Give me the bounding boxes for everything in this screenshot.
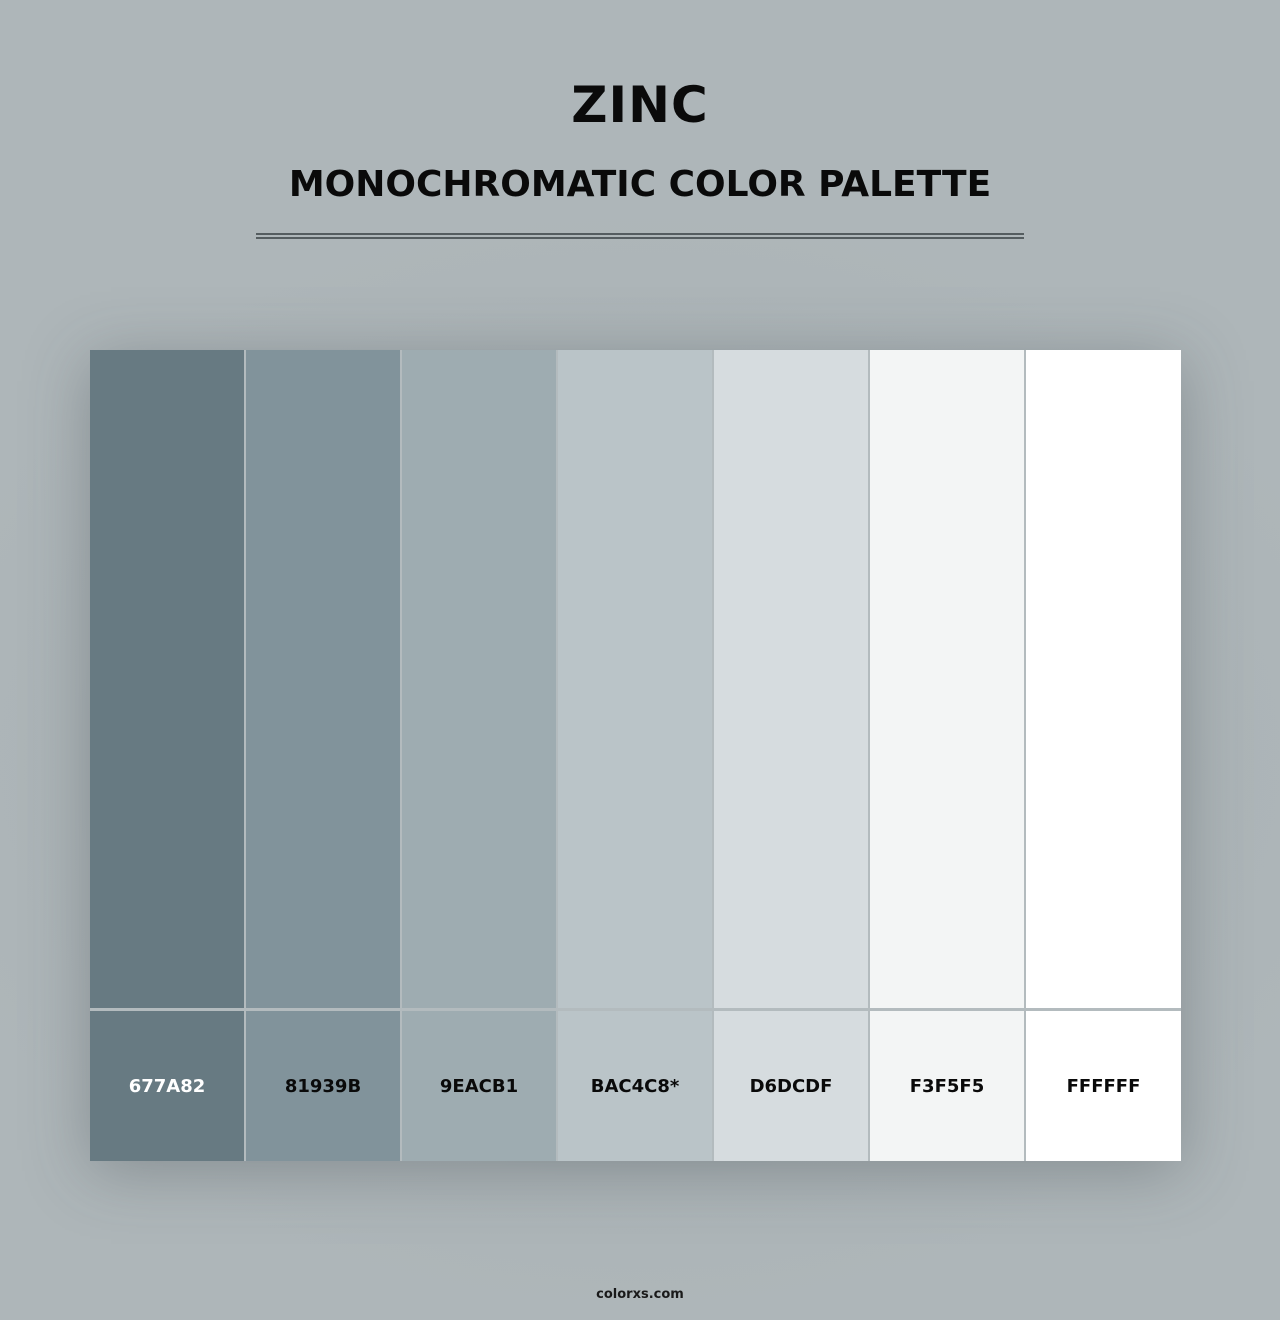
column-divider [1024,350,1026,1161]
column-divider [400,350,402,1161]
swatch-1-hex-code: 677A82 [128,1075,206,1097]
swatch-7-color-block [1026,350,1181,1008]
swatch-4-hex-code: BAC4C8* [590,1075,680,1097]
column-divider [868,350,870,1161]
site-credit[interactable]: colorxs.com [596,1287,684,1302]
swatch-6-hex-code: F3F5F5 [909,1075,985,1097]
swatch-2-color-block [246,350,400,1008]
swatch-6-label-block [870,1011,1024,1161]
swatch-3[interactable] [402,350,556,1161]
swatch-1-label-block [90,1011,244,1161]
title-divider [256,233,1024,239]
swatch-2-label-block [246,1011,400,1161]
column-divider [556,350,558,1161]
swatch-2[interactable] [246,350,400,1161]
palette-title: ZINC [571,76,709,134]
swatch-3-hex-code: 9EACB1 [439,1075,519,1097]
swatch-6[interactable] [870,350,1024,1161]
swatch-2-hex-code: 81939B [284,1075,362,1097]
column-divider [712,350,714,1161]
swatch-4-color-block [558,350,712,1008]
swatch-5[interactable] [714,350,868,1161]
swatch-3-label-block [402,1011,556,1161]
swatch-6-color-block [870,350,1024,1008]
swatch-5-hex-code: D6DCDF [749,1075,833,1097]
column-divider [244,350,246,1161]
swatch-7[interactable] [1026,350,1181,1161]
palette-subtitle: MONOCHROMATIC COLOR PALETTE [288,164,992,205]
swatch-3-color-block [402,350,556,1008]
swatch-5-label-block [714,1011,868,1161]
swatch-4-label-block [558,1011,712,1161]
row-divider [90,1008,1181,1011]
color-palette [90,350,1181,1161]
swatch-7-label-block [1026,1011,1181,1161]
swatch-7-hex-code: FFFFFF [1066,1075,1141,1097]
swatch-1[interactable] [90,350,244,1161]
swatch-5-color-block [714,350,868,1008]
swatch-1-color-block [90,350,244,1008]
swatch-4[interactable] [558,350,712,1161]
